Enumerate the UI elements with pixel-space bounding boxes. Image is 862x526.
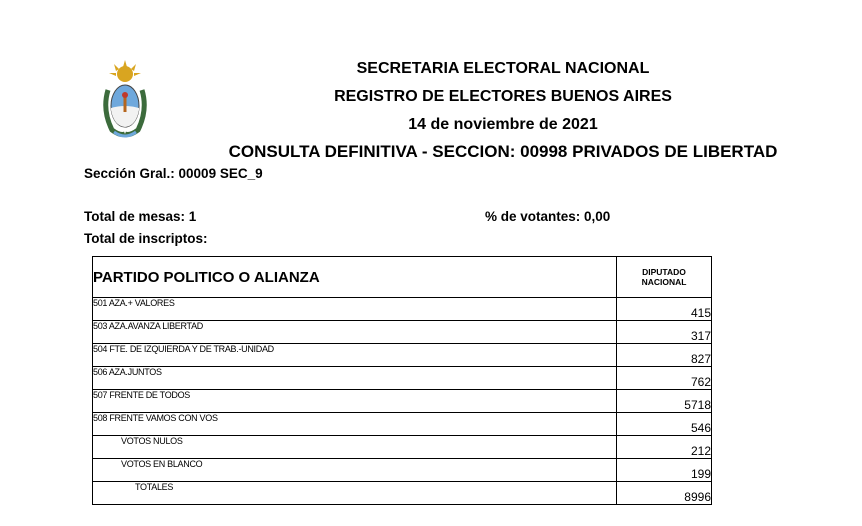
pct-votantes: % de votantes: 0,00 [485,209,611,224]
header-line-1: SECRETARIA ELECTORAL NACIONAL [356,60,650,77]
header-line-2: REGISTRO DE ELECTORES BUENOS AIRES [334,88,672,105]
vote-count: 5718 [617,390,712,413]
vote-count: 762 [617,367,712,390]
header-consulta: CONSULTA DEFINITIVA - SECCION: 00998 PRIVADOS DE LIBERTAD [228,142,778,161]
vote-count: 415 [617,298,712,321]
argentina-coat-of-arms-icon [100,60,150,140]
vote-count: 212 [617,436,712,459]
table-row [93,459,712,482]
header-date: 14 de noviembre de 2021 [408,116,598,133]
party-name: 504 FTE. DE IZQUIERDA Y DE TRAB.-UNIDAD [93,344,617,367]
table-header-row [93,257,712,298]
votos-en-blanco-label: VOTOS EN BLANCO [93,459,617,482]
vote-count: 199 [617,459,712,482]
table-row [93,321,712,344]
vote-count: 827 [617,344,712,367]
table-row [93,482,712,505]
totales-label: TOTALES [93,482,617,505]
party-column-header: PARTIDO POLITICO O ALIANZA [93,257,617,298]
diputado-column-header [617,257,712,298]
party-name: 503 AZA.AVANZA LIBERTAD [93,321,617,344]
party-name: 507 FRENTE DE TODOS [93,390,617,413]
results-table [92,256,712,505]
table-row [93,298,712,321]
total-mesas: Total de mesas: 1 [84,209,197,224]
col-header-line-1: DIPUTADO [642,267,686,277]
col-header-line-2: NACIONAL [641,277,687,287]
votos-nulos-label: VOTOS NULOS [93,436,617,459]
totales-value: 8996 [617,482,712,505]
table-row [93,436,712,459]
party-name: 508 FRENTE VAMOS CON VOS [93,413,617,436]
total-inscriptos: Total de inscriptos: [84,231,208,246]
table-row [93,344,712,367]
party-name: 506 AZA.JUNTOS [93,367,617,390]
table-row [93,390,712,413]
vote-count: 317 [617,321,712,344]
table-row [93,367,712,390]
seccion-gral: Sección Gral.: 00009 SEC_9 [84,166,263,181]
vote-count: 546 [617,413,712,436]
party-name: 501 AZA.+ VALORES [93,298,617,321]
table-row [93,413,712,436]
